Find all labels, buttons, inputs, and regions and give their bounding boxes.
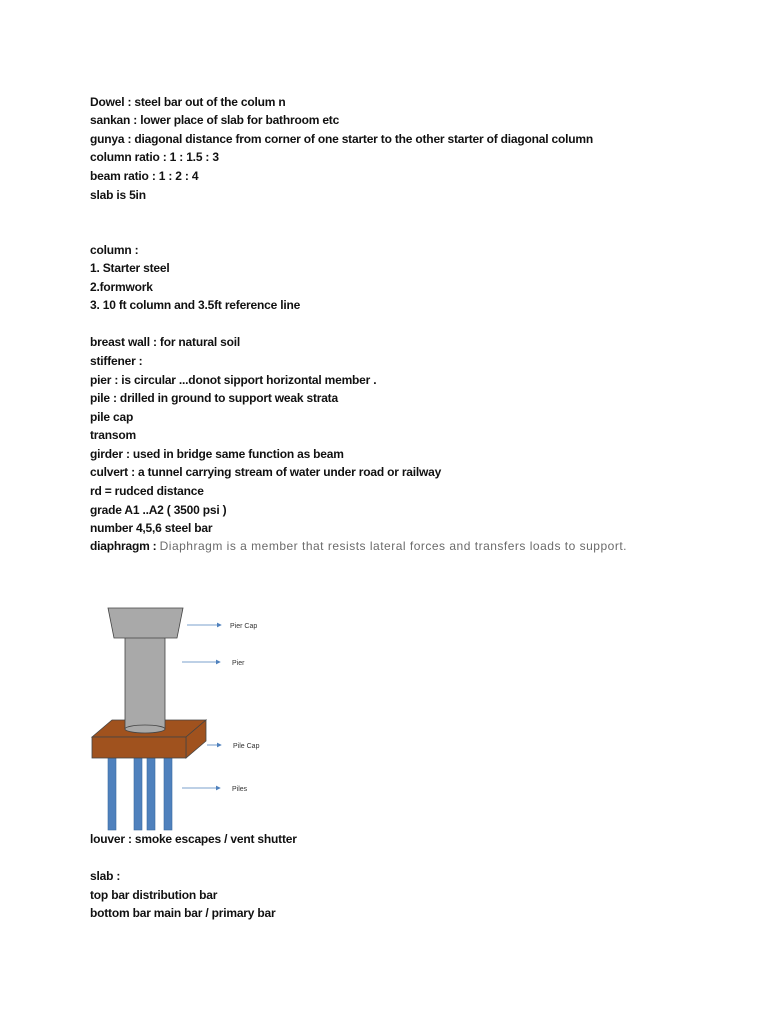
column-step: 1. Starter steel	[90, 261, 170, 275]
def-column-ratio: column ratio : 1 : 1.5 : 3	[90, 150, 219, 164]
pier-cap-shape	[108, 608, 183, 638]
term-pile: pile : drilled in ground to support weak strata	[90, 391, 338, 405]
term-transom: transom	[90, 428, 136, 442]
term-pile-cap: pile cap	[90, 410, 134, 424]
column-step: 3. 10 ft column and 3.5ft reference line	[90, 298, 301, 312]
label-pile-cap: Pile Cap	[233, 743, 260, 750]
pile-cap-front	[92, 737, 186, 758]
column-step: 2.formwork	[90, 280, 153, 294]
term-breast-wall: breast wall : for natural soil	[90, 335, 241, 349]
def-sankan: sankan : lower place of slab for bathroom etc	[90, 113, 340, 127]
pier-base	[125, 725, 165, 733]
label-pier: Pier	[232, 660, 245, 667]
pier-diagram	[80, 600, 380, 835]
term-diaphragm	[90, 537, 650, 556]
term-culvert: culvert : a tunnel carrying stream of water under road or railway	[90, 465, 442, 479]
def-gunya: gunya : diagonal distance from corner of one starter to the other starter of diagonal column	[90, 132, 594, 146]
term-stiffener: stiffener :	[90, 354, 143, 368]
column-heading: column :	[90, 243, 139, 257]
term-rd: rd = rudced distance	[90, 484, 204, 498]
pile	[147, 750, 155, 830]
label-piles: Piles	[232, 786, 248, 793]
def-beam-ratio: beam ratio : 1 : 2 : 4	[90, 169, 199, 183]
term-grade: grade A1 ..A2 ( 3500 psi )	[90, 503, 227, 517]
diaphragm-text: Diaphragm is a member that resists lateral forces and transfers loads to support.	[159, 539, 627, 553]
pile	[108, 750, 116, 830]
term-girder: girder : used in bridge same function as beam	[90, 447, 344, 461]
pile	[164, 750, 172, 830]
term-louver: louver : smoke escapes / vent shutter	[90, 832, 297, 846]
label-pier-cap: Pier Cap	[230, 623, 258, 630]
slab-bottom-bar: bottom bar main bar / primary bar	[90, 906, 276, 920]
pile	[134, 750, 142, 830]
slab-top-bar: top bar distribution bar	[90, 888, 218, 902]
diaphragm-label: diaphragm :	[90, 539, 157, 553]
def-slab: slab is 5in	[90, 188, 146, 202]
term-number: number 4,5,6 steel bar	[90, 521, 213, 535]
slab-heading: slab :	[90, 869, 121, 883]
def-dowel: Dowel : steel bar out of the colum n	[90, 95, 286, 109]
term-pier: pier : is circular ...donot sipport horizontal member .	[90, 373, 377, 387]
pier-column	[125, 637, 165, 729]
